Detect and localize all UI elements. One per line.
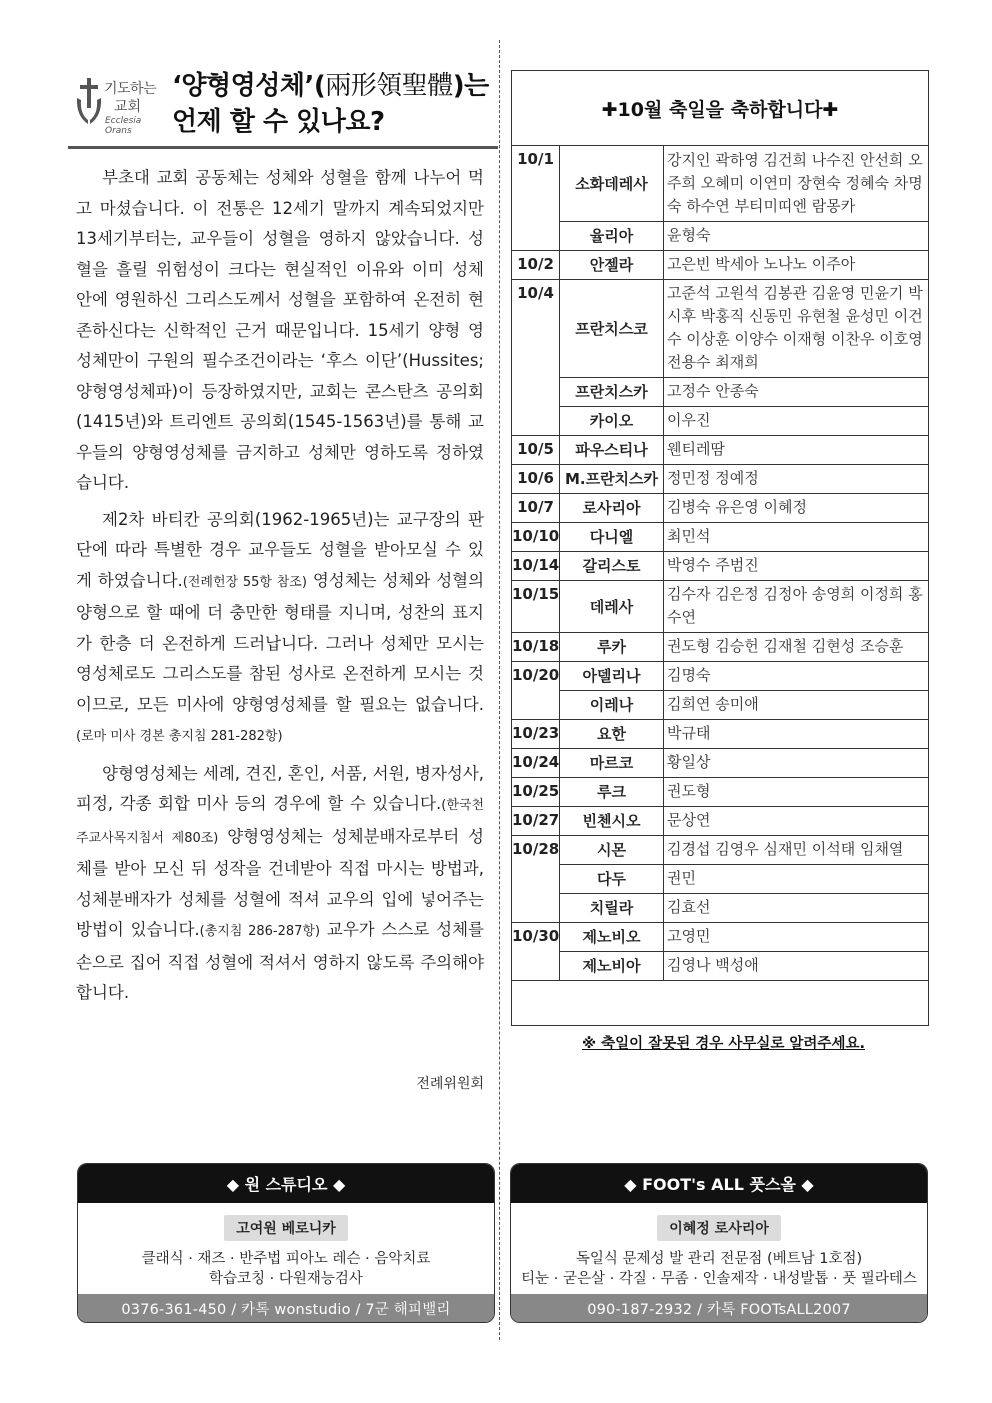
feast-row	[512, 777, 928, 806]
feast-names: 김명숙	[664, 661, 929, 690]
feast-date: 10/24	[512, 748, 560, 777]
feast-note: ※ 축일이 잘못된 경우 사무실로 알려주세요.	[582, 1036, 865, 1052]
p3-text-c: 교우가 스스로 성체를 손으로 집어 직접 성혈에 적셔서 영하지 않도록 주의해야 합니다.	[76, 920, 484, 1002]
feast-row	[512, 279, 928, 377]
feast-row	[512, 146, 928, 221]
feast-names: 이우진	[664, 406, 929, 435]
feast-names: 정민정 정예정	[664, 464, 929, 493]
ad-desc-line1: 클래식 · 재즈 · 반주법 피아노 레슨 · 음악치료	[141, 1251, 431, 1267]
column-divider	[499, 40, 500, 1340]
feast-saint: 소화데레사	[560, 146, 664, 221]
feast-date: 10/4	[512, 279, 560, 435]
ad-contact: 090-187-2932 / 카톡 FOOTsALL2007	[511, 1294, 927, 1322]
title-part-a: ‘양형영성체’(	[172, 71, 326, 101]
feast-names: 고정수 안종숙	[664, 377, 929, 406]
feast-row	[512, 748, 928, 777]
feast-row	[512, 435, 928, 464]
feast-row	[512, 806, 928, 835]
feast-row	[512, 250, 928, 279]
feast-saint: 카이오	[560, 406, 664, 435]
article-body	[76, 163, 484, 1015]
church-logo	[74, 76, 170, 134]
feast-names: 웬티레땀	[664, 435, 929, 464]
feast-date: 10/20	[512, 661, 560, 719]
p3-text-a: 양형영성체는 세례, 견진, 혼인, 서품, 서원, 병자성사, 피정, 각종 회합 미사 등의 경우에 할 수 있습니다.	[76, 763, 484, 813]
feast-saint: 율리아	[560, 221, 664, 250]
ad-description	[78, 1249, 494, 1289]
feast-row	[512, 522, 928, 551]
feast-row	[512, 580, 928, 632]
feast-names: 고은빈 박세아 노나노 이주아	[664, 250, 929, 279]
feast-names: 권도형	[664, 777, 929, 806]
feast-saint: 데레사	[560, 580, 664, 632]
ad-person: 고여원 베로니카	[224, 1215, 348, 1241]
feast-saint: 요한	[560, 719, 664, 748]
ad-title: ◆ 원 스튜디오 ◆	[78, 1164, 494, 1203]
feast-row	[512, 406, 928, 435]
ad-contact: 0376-361-450 / 카톡 wonstudio / 7군 해피밸리	[78, 1294, 494, 1322]
feast-date: 10/10	[512, 522, 560, 551]
feast-saint: M.프란치스카	[560, 464, 664, 493]
feast-saint: 루크	[560, 777, 664, 806]
feast-date: 10/25	[512, 777, 560, 806]
feast-saint: 프란치스카	[560, 377, 664, 406]
paragraph-2	[76, 505, 484, 753]
feast-names: 고영민	[664, 922, 929, 951]
feast-names: 문상연	[664, 806, 929, 835]
feast-date: 10/2	[512, 250, 560, 279]
feast-saint: 빈첸시오	[560, 806, 664, 835]
feast-names: 황일상	[664, 748, 929, 777]
feast-names: 김경섭 김영우 심재민 이석태 임채열	[664, 835, 929, 864]
feast-date: 10/30	[512, 922, 560, 980]
feast-row	[512, 864, 928, 893]
feast-date: 10/14	[512, 551, 560, 580]
cross-hands-icon	[74, 76, 104, 128]
title-part-b: )는	[452, 71, 489, 101]
p2-text-b: 영성체는 성체와 성혈의 양형으로 할 때에 더 충만한 형태를 지니며, 성찬의 표지가 한층 더 온전하게 드러납니다. 그러나 성체만 모시는 영성체로도 그리스도를 참된 성사로 온전하게 모시는 것이므로, 모든 미사에 양형영성체를 할 필요는 없습니다.	[76, 570, 485, 714]
feast-row	[512, 377, 928, 406]
feast-row	[512, 835, 928, 864]
feast-names: 김희연 송미애	[664, 690, 929, 719]
feast-saint: 갈리스토	[560, 551, 664, 580]
feast-row	[512, 464, 928, 493]
feast-row	[512, 951, 928, 980]
p2-reference-1: (전례헌장 55항 참조)	[182, 574, 307, 590]
feast-saint: 프란치스코	[560, 279, 664, 377]
title-hanja: 兩形領聖體	[325, 71, 453, 101]
feast-saint: 치릴라	[560, 893, 664, 922]
feast-date: 10/27	[512, 806, 560, 835]
feast-date: 10/23	[512, 719, 560, 748]
ad-desc-line2: 티눈 · 굳은살 · 각질 · 무좀 · 인솔제작 · 내성발톱 · 풋 필라테스	[521, 1271, 917, 1287]
p3-reference-2: (총지침 286-287항)	[199, 924, 321, 939]
feast-saint: 아델리나	[560, 661, 664, 690]
paragraph-3	[76, 759, 484, 1009]
feast-names: 김병숙 유은영 이혜정	[664, 493, 929, 522]
feast-date: 10/1	[512, 146, 560, 250]
feast-names: 권도형 김승헌 김재철 김현성 조승훈	[664, 632, 929, 661]
feast-saint: 다니엘	[560, 522, 664, 551]
feast-saint: 이레나	[560, 690, 664, 719]
feast-row	[512, 632, 928, 661]
feast-saint: 안젤라	[560, 250, 664, 279]
feast-names: 김효선	[664, 893, 929, 922]
p2-reference-2: (로마 미사 경본 총지침 281-282항)	[76, 729, 283, 744]
logo-text-line2: 교회	[114, 99, 142, 115]
article-signature: 전례위원회	[416, 1076, 484, 1092]
ad-person: 이혜정 로사리아	[657, 1215, 781, 1241]
feast-names: 윤형숙	[664, 221, 929, 250]
ad-won-studio	[77, 1163, 495, 1323]
title-line2: 언제 할 수 있나요?	[172, 107, 385, 137]
feast-names: 권민	[664, 864, 929, 893]
feast-row	[512, 493, 928, 522]
feast-names: 강지인 곽하영 김건희 나수진 안선희 오주희 오혜미 이연미 장현숙 정혜숙 차명숙 하수연 부티미띠엔 람몽카	[664, 146, 929, 221]
article-title	[172, 68, 492, 140]
feast-names: 고준석 고원석 김봉관 김윤영 민윤기 박시후 박홍직 신동민 유현철 윤성민 이건수 이상훈 이양수 이재형 이찬우 이호영 전용수 최재희	[664, 279, 929, 377]
feast-saint: 루카	[560, 632, 664, 661]
feast-date: 10/28	[512, 835, 560, 922]
feast-saint: 제노비아	[560, 951, 664, 980]
feast-date: 10/18	[512, 632, 560, 661]
feast-table	[512, 146, 928, 981]
feast-row	[512, 661, 928, 690]
feast-saint: 마르코	[560, 748, 664, 777]
feast-row	[512, 221, 928, 250]
feast-names: 김영나 백성애	[664, 951, 929, 980]
feast-row	[512, 719, 928, 748]
feast-saint: 제노비오	[560, 922, 664, 951]
ad-desc-line2: 학습코칭 · 다원재능검사	[209, 1271, 363, 1287]
feast-saint: 시몬	[560, 835, 664, 864]
feast-names: 박규태	[664, 719, 929, 748]
feast-date: 10/6	[512, 464, 560, 493]
ad-description	[511, 1249, 927, 1289]
feast-date: 10/15	[512, 580, 560, 632]
logo-latin: Ecclesia Orans	[105, 116, 142, 136]
ad-title: ◆ FOOT's ALL 풋스올 ◆	[511, 1164, 927, 1203]
logo-text-line1: 기도하는	[104, 81, 157, 97]
feast-row	[512, 690, 928, 719]
feast-saint: 로사리아	[560, 493, 664, 522]
p3-reference-1: (한국천주교사목지침서 제80조)	[76, 798, 484, 846]
feast-names: 박영수 주범진	[664, 551, 929, 580]
p3-text-b: 양형영성체는 성체분배자로부터 성체를 받아 모신 뒤 성작을 건네받아 직접 마시는 방법과, 성체분배자가 성체를 성혈에 적셔 교우의 입에 넣어주는 방법이 있습니다.	[76, 826, 484, 939]
feast-row	[512, 922, 928, 951]
ad-foots-all	[510, 1163, 928, 1323]
feast-row	[512, 551, 928, 580]
ad-desc-line1: 독일식 문제성 발 관리 전문점 (베트남 1호점)	[575, 1251, 863, 1267]
p2-text-a: 제2차 바티칸 공의회(1962-1965년)는 교구장의 판단에 따라 특별한 경우 교우들도 성혈을 받아모실 수 있게 하였습니다.	[76, 509, 484, 590]
feast-row	[512, 893, 928, 922]
feast-date: 10/5	[512, 435, 560, 464]
feast-date: 10/7	[512, 493, 560, 522]
feast-names: 김수자 김은정 김정아 송영희 이정희 홍수연	[664, 580, 929, 632]
title-rule	[68, 146, 498, 149]
feast-saint: 다두	[560, 864, 664, 893]
feast-saint: 파우스티나	[560, 435, 664, 464]
feast-names: 최민석	[664, 522, 929, 551]
feast-day-box	[511, 70, 929, 1026]
paragraph-1: 부초대 교회 공동체는 성체와 성혈을 함께 나누어 먹고 마셨습니다. 이 전통은 12세기 말까지 계속되었지만 13세기부터는, 교우들이 성혈을 영하지 않았습니다. 성혈을 흘릴 위험성이 크다는 현실적인 이유와 이미 성체 안에 영원하신 그리스도께서 성혈을 포함하여 온전히 현존하신다는 신학적인 근거 때문입니다. 15세기 양형 영성체만이 구원의 필수조건이라는 ‘후스 이단’(Hussites; 양형영성체파)이 등장하였지만, 교회는 콘스탄츠 공의회(1415년)와 트리엔트 공의회(1545-1563년)를 통해 교우들의 양형영성체를 금지하고 성체만 영하도록 정하였습니다.	[76, 168, 484, 492]
feast-title: ✚10월 축일을 축하합니다✚	[512, 71, 928, 146]
